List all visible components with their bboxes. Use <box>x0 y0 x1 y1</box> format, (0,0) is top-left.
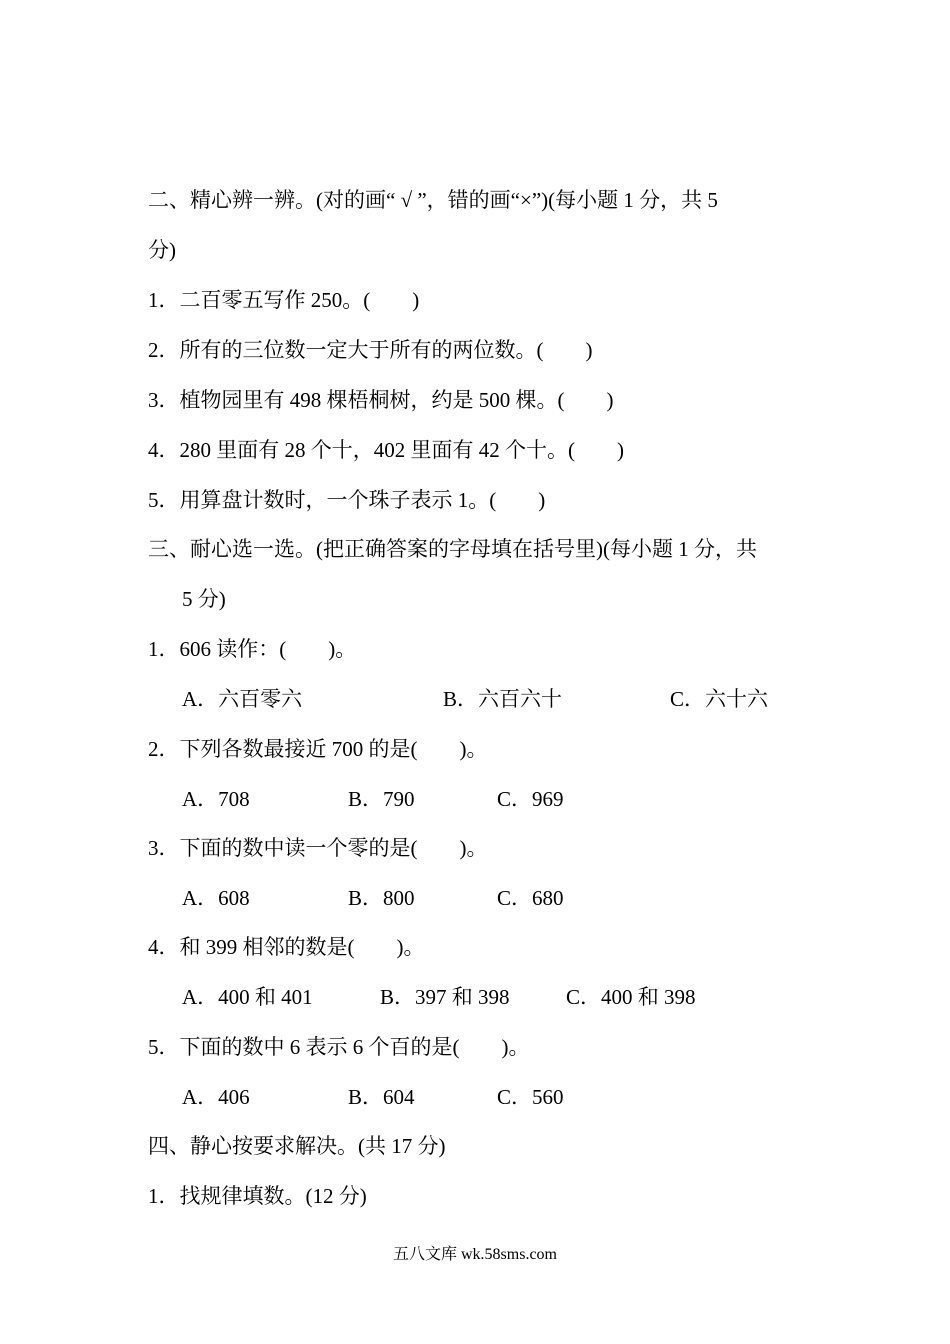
question-5-option-c: C．560 <box>497 1085 564 1109</box>
section2-item-4: 4．280 里面有 28 个十，402 里面有 42 个十。( ) <box>148 438 624 462</box>
question-4-option-c: C．400 和 398 <box>566 985 696 1009</box>
section4-heading: 四、静心按要求解决。(共 17 分) <box>148 1134 446 1158</box>
section3-heading-line1: 三、耐心选一选。(把正确答案的字母填在括号里)(每小题 1 分，共 <box>148 537 757 561</box>
question-1-option-b: B．六百六十 <box>443 687 563 711</box>
question-5-option-a: A．406 <box>182 1085 250 1109</box>
question-4-option-a: A．400 和 401 <box>182 985 313 1009</box>
question-3: 3．下面的数中读一个零的是( )。 <box>148 836 488 860</box>
section2-item-2: 2．所有的三位数一定大于所有的两位数。( ) <box>148 338 593 362</box>
question-2: 2．下列各数最接近 700 的是( )。 <box>148 737 488 761</box>
question-3-option-a: A．608 <box>182 886 250 910</box>
section4-item-1: 1．找规律填数。(12 分) <box>148 1184 367 1208</box>
question-2-option-a: A．708 <box>182 787 250 811</box>
question-1-option-c: C．六十六 <box>670 687 769 711</box>
question-1: 1．606 读作：( )。 <box>148 637 357 661</box>
question-3-option-b: B．800 <box>348 886 415 910</box>
section2-item-3: 3．植物园里有 498 棵梧桐树，约是 500 棵。( ) <box>148 388 614 412</box>
question-4: 4．和 399 相邻的数是( )。 <box>148 935 425 959</box>
section2-heading-line2: 分) <box>148 238 176 262</box>
question-4-option-b: B．397 和 398 <box>380 985 510 1009</box>
question-1-option-a: A．六百零六 <box>182 687 303 711</box>
section2-heading-line1: 二、精心辨一辨。(对的画“ √ ”，错的画“×”)(每小题 1 分，共 5 <box>148 188 718 212</box>
section3-heading-line2: 5 分) <box>182 587 226 611</box>
section2-item-5: 5．用算盘计数时，一个珠子表示 1。( ) <box>148 488 546 512</box>
question-2-option-b: B．790 <box>348 787 415 811</box>
question-3-option-c: C．680 <box>497 886 564 910</box>
section2-item-1: 1．二百零五写作 250。( ) <box>148 288 420 312</box>
footer-watermark: 五八文库 wk.58sms.com <box>392 1246 557 1263</box>
question-5: 5．下面的数中 6 表示 6 个百的是( )。 <box>148 1035 530 1059</box>
question-5-option-b: B．604 <box>348 1085 415 1109</box>
question-2-option-c: C．969 <box>497 787 564 811</box>
